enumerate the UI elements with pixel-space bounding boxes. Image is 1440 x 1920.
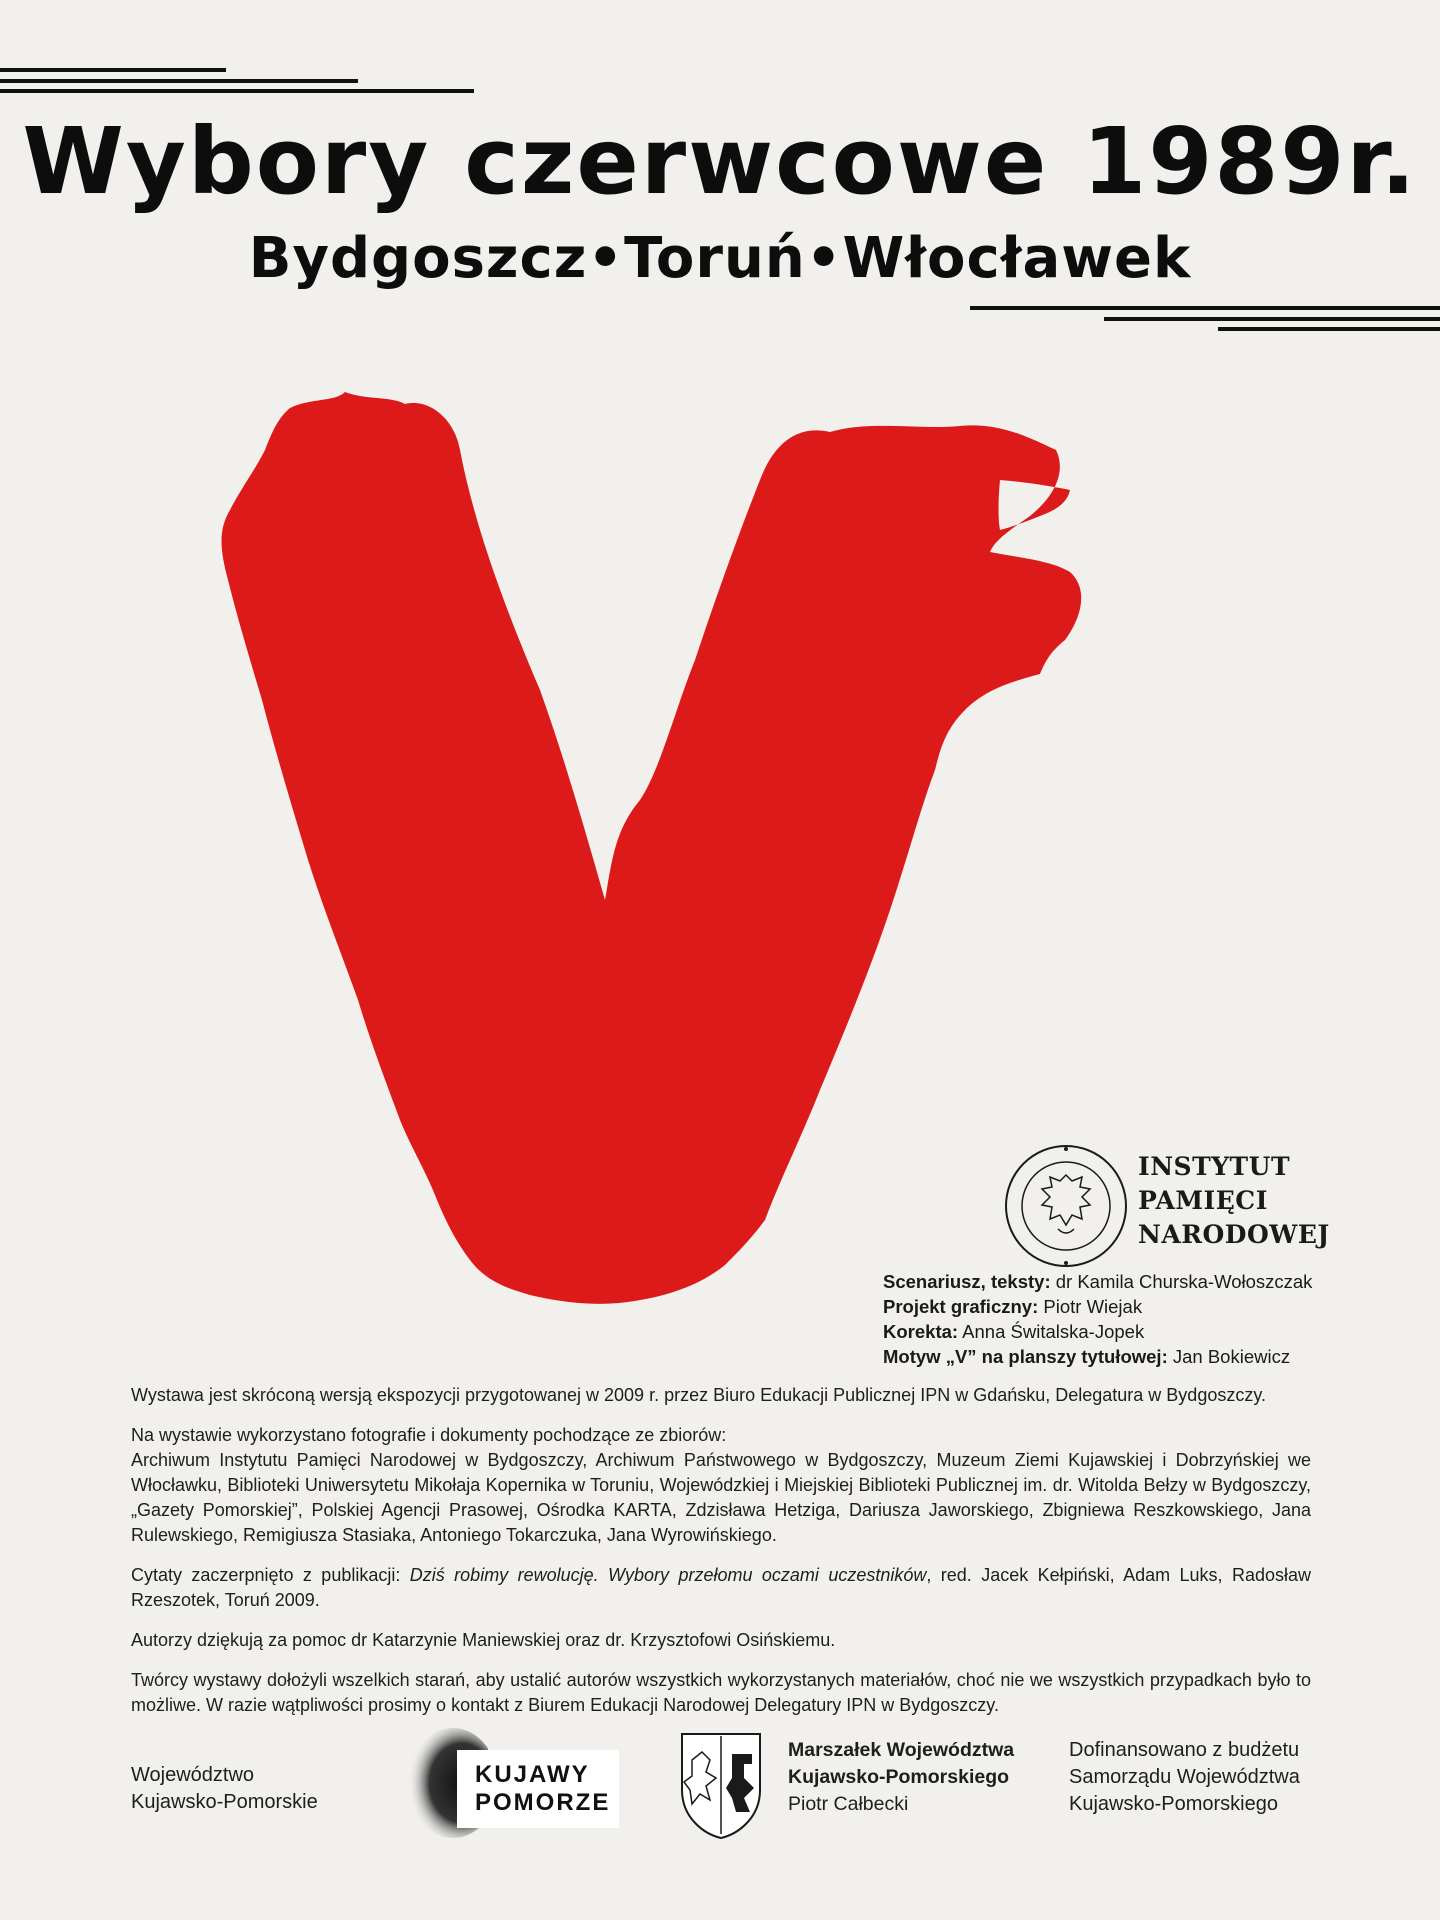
poster-title: Wybory czerwcowe 1989r. <box>22 108 1418 215</box>
decorative-rule <box>1104 317 1440 321</box>
credit-line <box>883 1269 1312 1294</box>
region-line: Województwo <box>131 1764 255 1786</box>
paragraph-rights: Twórcy wystawy dołożyli wszelkich starań, aby ustalić autorów wszystkich wykorzystanych materiałów, choć nie we wszystkich przypadkach było to możliwe. W razie wątpliwości prosimy o kontakt z Biurem Edukacji Narodowej Delegatury IPN w Bydgoszczy. <box>131 1670 1311 1715</box>
funding-line: Samorządu Województwa <box>1069 1766 1300 1788</box>
body-text <box>131 1383 1311 1733</box>
credit-value: Piotr Wiejak <box>1038 1296 1143 1317</box>
decorative-rule <box>0 89 474 93</box>
paragraph-sources-intro: Na wystawie wykorzystano fotografie i dokumenty pochodzące ze zbiorów: <box>131 1425 727 1445</box>
credit-line <box>883 1344 1312 1369</box>
decorative-rule <box>1218 327 1440 331</box>
v-motif-shape <box>222 392 1082 1304</box>
credits-block <box>883 1269 1312 1369</box>
decorative-rule <box>0 79 358 83</box>
funding-note <box>1069 1737 1300 1818</box>
region-label <box>131 1762 318 1816</box>
ipn-name <box>1138 1150 1330 1252</box>
credit-label: Scenariusz, teksty: <box>883 1271 1051 1292</box>
paragraph-thanks: Autorzy dziękują za pomoc dr Katarzynie Maniewskiej oraz dr. Krzysztofowi Osińskiemu. <box>131 1630 836 1650</box>
credit-label: Korekta: <box>883 1321 959 1342</box>
marshal-name: Piotr Całbecki <box>788 1793 909 1815</box>
marshal-line: Kujawsko-Pomorskiego <box>788 1766 1010 1788</box>
funding-line: Kujawsko-Pomorskiego <box>1069 1793 1278 1815</box>
paragraph-exhibition-note: Wystawa jest skróconą wersją ekspozycji przygotowanej w 2009 r. przez Biuro Edukacji Publicznej IPN w Gdańsku, Delegatura w Bydgoszczy. <box>131 1385 1267 1405</box>
ipn-name-line: INSTYTUT <box>1138 1152 1291 1181</box>
logo-line: KUJAWY <box>475 1761 590 1788</box>
region-line: Kujawsko-Pomorskie <box>131 1791 318 1813</box>
credit-label: Projekt graficzny: <box>883 1296 1039 1317</box>
credit-value: Anna Świtalska-Jopek <box>958 1321 1145 1342</box>
marshal-label <box>788 1737 1014 1818</box>
credit-line <box>883 1319 1312 1344</box>
quotes-prefix: Cytaty zaczerpnięto z publikacji: <box>131 1565 410 1585</box>
logo-line: POMORZE <box>475 1789 611 1816</box>
paragraph-quotes <box>131 1563 1311 1613</box>
ipn-name-line: PAMIĘCI <box>1138 1186 1268 1215</box>
funding-line: Dofinansowano z budżetu <box>1069 1739 1300 1761</box>
coat-of-arms-icon <box>678 1730 764 1840</box>
credit-label: Motyw „V” na planszy tytułowej: <box>883 1346 1168 1367</box>
credit-line <box>883 1294 1312 1319</box>
quotes-suffix: , red. Jacek Kełpiński, Adam Luks, Radosław Rzeszotek, Toruń 2009. <box>131 1565 1312 1610</box>
credit-value: dr Kamila Churska-Wołoszczak <box>1050 1271 1313 1292</box>
kujawy-pomorze-logo <box>457 1750 619 1828</box>
quotes-publication-title: Dziś robimy rewolucję. Wybory przełomu oczami uczestników <box>409 1565 927 1585</box>
ipn-seal-icon <box>1003 1143 1129 1269</box>
ipn-name-line: NARODOWEJ <box>1138 1220 1330 1249</box>
paragraph-sources-list: Archiwum Instytutu Pamięci Narodowej w Bydgoszczy, Archiwum Państwowego w Bydgoszczy, Muzeum Ziemi Kujawskiej i Dobrzyńskiej we Włocławku, Biblioteki Uniwersytetu Mikołaja Kopernika w Toruniu, Wojewódzkiej i Miejskiej Biblioteki Publicznej im. dr. Witolda Bełzy w Bydgoszczy, „Gazety Pomorskiej”, Polskiej Agencji Prasowej, Ośrodka KARTA, Zdzisława Hetziga, Dariusza Jaworskiego, Zbigniewa Reszkowskiego, Jana Rulewskiego, Remigiusza Stasiaka, Antoniego Tokarczuka, Jana Wyrowińskiego. <box>131 1450 1311 1545</box>
poster-subtitle: Bydgoszcz•Toruń•Włocławek <box>248 226 1192 291</box>
decorative-rule <box>970 306 1440 310</box>
marshal-line: Marszałek Województwa <box>788 1739 1015 1761</box>
credit-value: Jan Bokiewicz <box>1167 1346 1291 1367</box>
decorative-rule <box>0 68 226 72</box>
